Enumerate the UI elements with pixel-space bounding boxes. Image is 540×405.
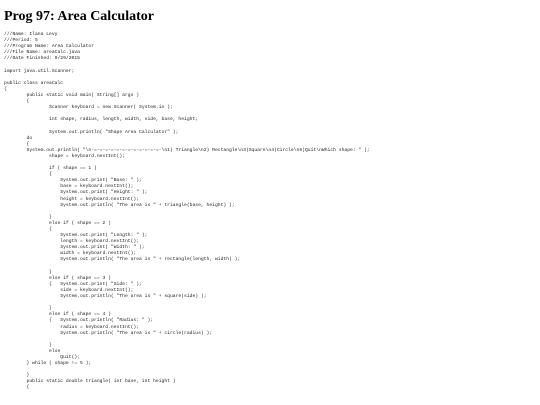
code-line: ///Program Name: Area Calculator	[4, 44, 95, 50]
code-line: { System.out.print( "Side: " );	[4, 281, 142, 287]
code-line: height = keyboard.nextInt();	[4, 196, 140, 202]
code-line: Quit();	[4, 354, 80, 360]
code-line: int shape, radius, length, width, side, base, height;	[4, 117, 199, 123]
code-line: System.out.println( "\n-=-=-=-=-=-=-=-=-=-=-=-=-\n1) Triangle\n2) Rectangle\n3)Square\n4)Circle\n5)Quit\nWhich shape: " );	[4, 147, 370, 153]
code-line: {	[4, 172, 52, 178]
code-line: base = keyboard.nextInt();	[4, 184, 134, 190]
code-line: Scanner keyboard = new Scanner( System.in );	[4, 105, 173, 111]
code-line: public static void main( String[] args )	[4, 92, 140, 98]
code-line: else	[4, 348, 61, 354]
code-line: ///Period: 5	[4, 38, 38, 44]
code-line: length = keyboard.nextInt();	[4, 239, 140, 245]
code-line: }	[4, 214, 52, 220]
code-line: System.out.println( "The area is " + square(side) );	[4, 294, 207, 300]
code-line: } while ( shape != 5 );	[4, 361, 92, 367]
code-line: }	[4, 373, 30, 379]
code-line: {	[4, 141, 30, 147]
code-line: ///File Name: areaCalc.java	[4, 50, 80, 56]
code-line: System.out.println( "The area is " + rectangle(length, width) );	[4, 257, 241, 263]
code-line: public class areaCalc	[4, 80, 64, 86]
code-line: {	[4, 385, 30, 391]
code-line: width = keyboard.nextInt();	[4, 251, 137, 257]
code-line: else if ( shape == 2 )	[4, 220, 111, 226]
code-line: }	[4, 306, 52, 312]
code-line: ///Name: Ilana Levy	[4, 32, 58, 37]
code-line: side = keyboard.nextInt();	[4, 287, 134, 293]
page-title: Prog 97: Area Calculator	[4, 9, 154, 24]
code-line: System.out.print( "Length: " );	[4, 233, 148, 239]
code-line: radius = keyboard.nextInt();	[4, 324, 140, 330]
code-line: ///Date Finished: 9/29/2015	[4, 56, 80, 62]
code-line: }	[4, 269, 52, 275]
code-line: { System.out.println( "Radius: " );	[4, 318, 154, 324]
code-line: import java.util.Scanner;	[4, 68, 75, 74]
code-line: if ( shape == 1 )	[4, 166, 97, 172]
code-line: public static double triangle( int base, int height )	[4, 379, 176, 385]
code-line: }	[4, 342, 52, 348]
code-line: System.out.println( "The area is " + triangle(base, height) );	[4, 202, 235, 208]
code-line: else if ( shape == 3 )	[4, 275, 111, 281]
code-line: {	[4, 99, 30, 105]
code-line: System.out.println( "Shape Area Calculator" );	[4, 129, 179, 135]
code-line: {	[4, 227, 52, 232]
code-line: {	[4, 86, 7, 92]
source-code-block	[4, 32, 370, 392]
code-line: System.out.print( "Width: " );	[4, 245, 145, 251]
code-line: System.out.println( "The area is " + circle(radius) );	[4, 330, 213, 336]
code-line: shape = keyboard.nextInt();	[4, 153, 125, 159]
code-line: do	[4, 135, 33, 141]
code-line: System.out.print( "Height: " );	[4, 190, 148, 196]
code-line: System.out.print( "Base: " );	[4, 178, 142, 184]
code-line: else if ( shape == 4 )	[4, 312, 111, 318]
